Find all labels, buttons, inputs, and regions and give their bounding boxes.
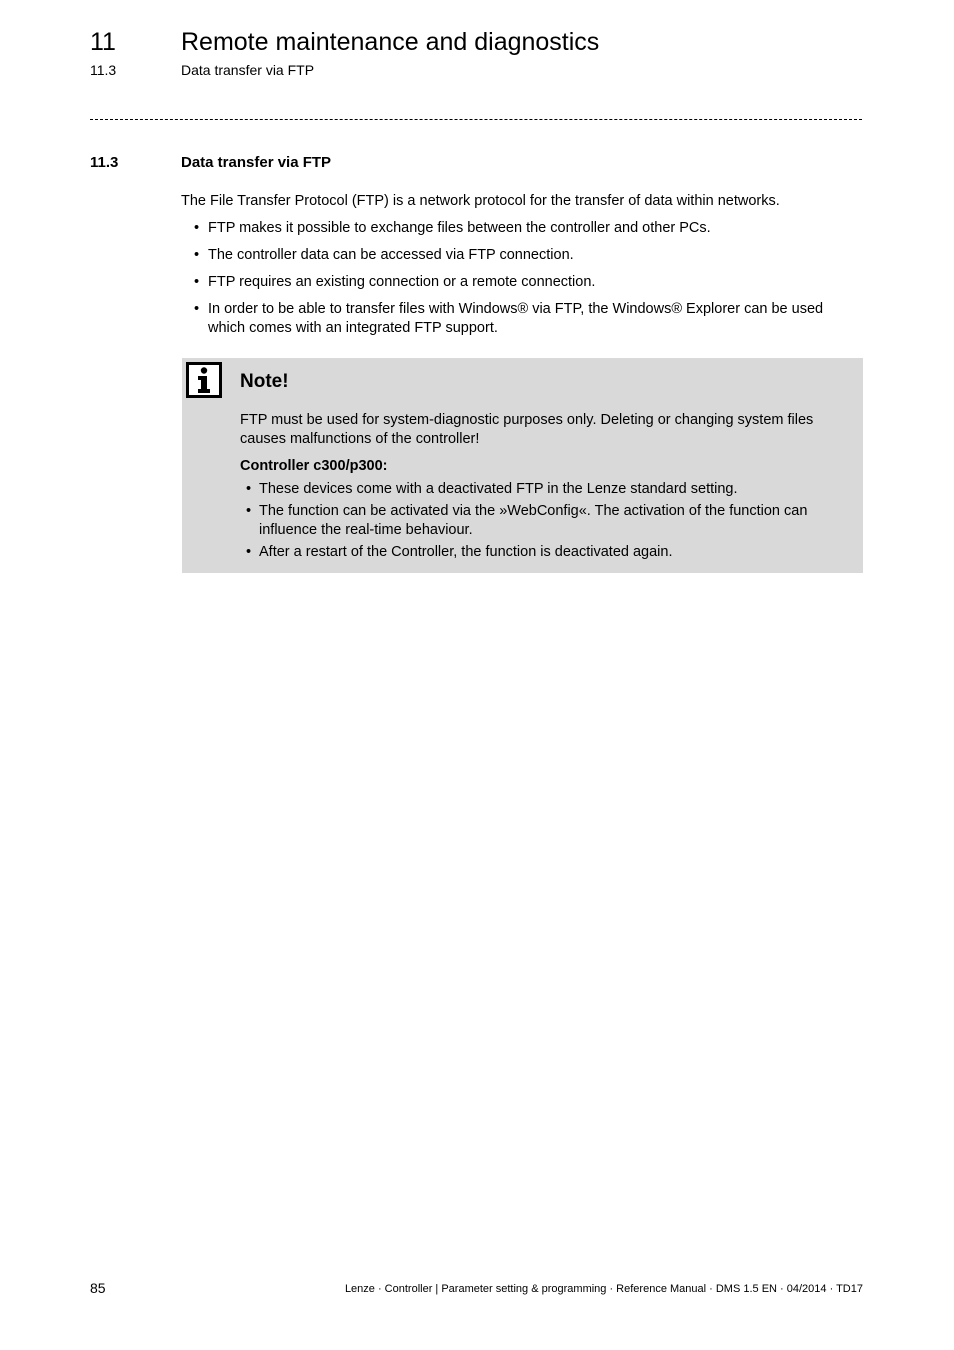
bullet-icon: • bbox=[246, 503, 252, 519]
section-number: 11.3 bbox=[90, 154, 119, 171]
note-text: FTP must be used for system-diagnostic purposes only. Deleting or changing system files causes malfunctions of the controller! bbox=[240, 412, 814, 447]
bullet-icon: • bbox=[194, 301, 200, 317]
note-body bbox=[240, 411, 848, 565]
chapter-number: 11 bbox=[90, 28, 116, 56]
note-box bbox=[182, 358, 863, 573]
header-divider bbox=[90, 119, 862, 120]
list-item: • FTP requires an existing connection or a remote connection. bbox=[194, 274, 596, 290]
page-number: 85 bbox=[90, 1280, 106, 1296]
list-item: • The function can be activated via the »WebConfig«. The activation of the function can influence the real-time behaviour. bbox=[246, 503, 808, 538]
list-item: • These devices come with a deactivated FTP in the Lenze standard setting. bbox=[246, 481, 738, 497]
bullet-icon: • bbox=[246, 481, 252, 497]
list-item: • The controller data can be accessed via FTP connection. bbox=[194, 247, 574, 263]
section-body bbox=[181, 192, 863, 346]
bullet-icon: • bbox=[194, 220, 200, 236]
list-item: • After a restart of the Controller, the function is deactivated again. bbox=[246, 544, 673, 560]
footer-text: Lenze · Controller | Parameter setting & programming · Reference Manual · DMS 1.5 EN · 04/2014 · TD17 bbox=[344, 1283, 863, 1295]
bullet-icon: • bbox=[194, 247, 200, 263]
note-bullet-list bbox=[240, 480, 848, 562]
list-item: • In order to be able to transfer files with Windows® via FTP, the Windows® Explorer can be used which comes with an integrated FTP support. bbox=[194, 301, 824, 336]
header-section-title: Data transfer via FTP bbox=[181, 62, 315, 78]
bullet-icon: • bbox=[194, 274, 200, 290]
chapter-title: Remote maintenance and diagnostics bbox=[181, 28, 600, 56]
header-section-number: 11.3 bbox=[90, 62, 117, 78]
intro-paragraph: The File Transfer Protocol (FTP) is a network protocol for the transfer of data within networks. bbox=[181, 193, 780, 209]
list-item: • FTP makes it possible to exchange files between the controller and other PCs. bbox=[194, 220, 711, 236]
info-icon bbox=[186, 362, 222, 398]
note-title: Note! bbox=[240, 371, 289, 392]
bullet-list bbox=[181, 219, 863, 338]
note-subheading: Controller c300/p300: bbox=[240, 458, 388, 474]
section-heading: Data transfer via FTP bbox=[181, 154, 332, 171]
bullet-icon: • bbox=[246, 544, 252, 560]
